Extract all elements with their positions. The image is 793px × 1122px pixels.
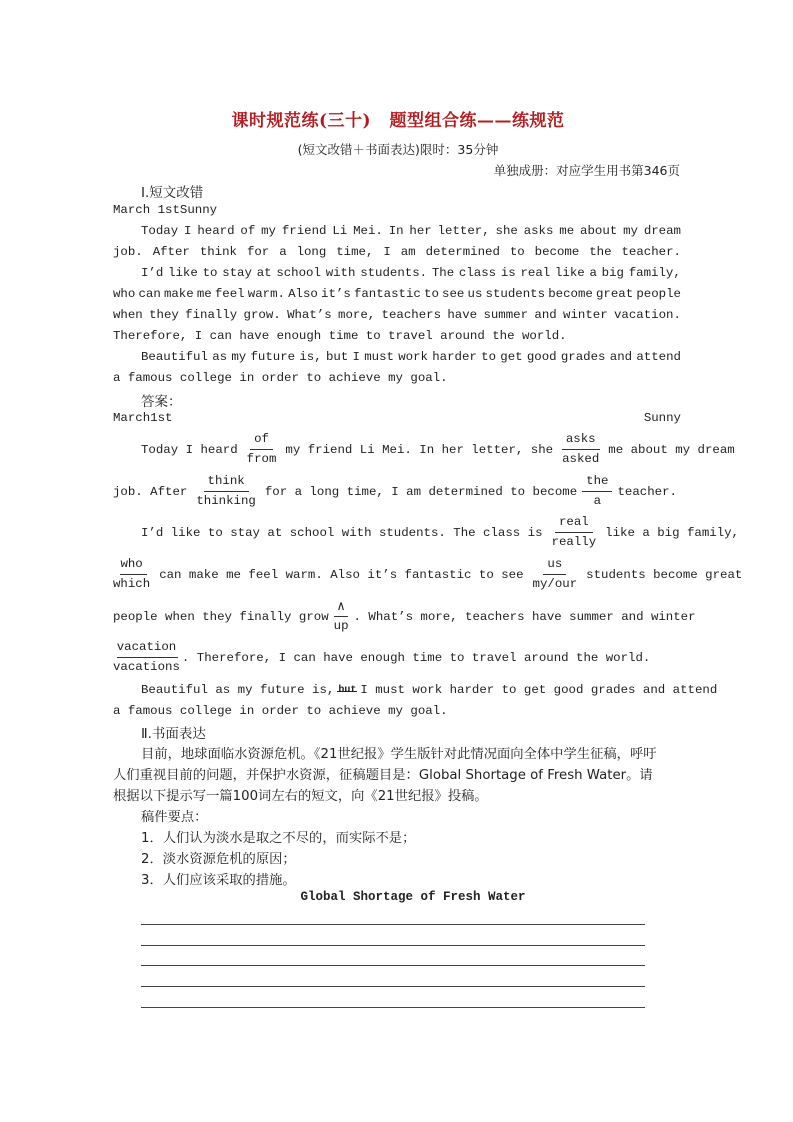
essay-title: Global Shortage of Fresh Water	[300, 890, 526, 904]
correct-word: thinking	[196, 494, 256, 508]
correct-word: asked	[562, 452, 600, 466]
insertion-up	[331, 597, 352, 636]
caret-icon: ∧	[334, 597, 348, 617]
passage-line-4: who can make me feel warm. Also it’s fantastic to see us students become great people	[113, 287, 681, 301]
answer-text: Beautiful as my future is,	[141, 683, 335, 697]
point-3: 3．人们应该采取的措施。	[141, 873, 296, 888]
writing-line[interactable]	[141, 965, 645, 966]
passage-line-5: when they finally grow. What’s more, teachers have summer and winter vacation.	[113, 308, 681, 322]
answer-text: . What’s more, teachers have summer and winter	[353, 609, 696, 624]
writing-line[interactable]	[141, 1007, 645, 1008]
passage-line-1: Today I heard of my friend Li Mei. In her letter, she asks me about my dream	[141, 224, 681, 238]
correction-us-my-our	[529, 555, 582, 594]
answer-text: me about my dream	[608, 442, 735, 457]
answer-text: . Therefore, I can have enough time to travel around the world.	[181, 650, 651, 665]
wrong-word: think	[204, 472, 249, 492]
answer-text: can make me feel warm. Also it’s fantastic to see	[159, 567, 524, 582]
writing-line[interactable]	[141, 924, 645, 925]
passage-line-8: a famous college in order to achieve my goal.	[113, 371, 448, 385]
answer-text: for a long time, I am determined to become	[264, 484, 578, 499]
answer-row-3	[141, 513, 739, 552]
answer-row-8: a famous college in order to achieve my goal.	[113, 704, 448, 718]
correction-vacation-vacations	[113, 638, 182, 677]
passage-line-6: Therefore, I can have enough time to travel around the world.	[113, 329, 567, 343]
answer-text: people when they finally grow	[113, 609, 329, 624]
answer-text: students become great	[586, 567, 743, 582]
wrong-word: us	[543, 555, 566, 575]
answer-row-7	[141, 683, 718, 697]
answer-text: like a big family,	[605, 525, 739, 540]
answer-date-row	[113, 411, 681, 425]
passage-line-3: I’d like to stay at school with students. The class is real like a big family,	[141, 266, 681, 280]
passage-line-7: Beautiful as my future is, but I must work harder to get good grades and attend	[141, 350, 681, 364]
correction-of-from	[243, 430, 281, 469]
answer-text: job. After	[113, 484, 188, 499]
intro-line-3: 根据以下提示写一篇100词左右的短文，向《21世纪报》投稿。	[113, 789, 488, 804]
subtitle: (短文改错＋书面表达)限时：35分钟	[297, 142, 499, 157]
wrong-word: the	[582, 472, 612, 492]
correct-word: from	[246, 452, 277, 466]
point-1: 1．人们认为淡水是取之不尽的，而实际不是；	[141, 831, 416, 846]
points-label: 稿件要点：	[141, 810, 208, 825]
correction-who-which	[113, 555, 154, 594]
correction-real-really	[548, 513, 601, 552]
title-part-1: 课时规范练(三十)	[231, 111, 372, 131]
title-part-2: 题型组合练——练规范	[389, 111, 565, 131]
answer-text: I must work harder to get good grades and attend	[360, 683, 718, 697]
source-note: 单独成册：对应学生用书第346页	[493, 163, 680, 178]
answer-text-wrap	[354, 610, 696, 624]
section1-heading: Ⅰ.短文改错	[141, 185, 204, 201]
section2-heading: Ⅱ.书面表达	[141, 726, 206, 742]
answer-row-2	[113, 472, 677, 511]
wrong-word: real	[555, 513, 593, 533]
writing-line[interactable]	[141, 945, 645, 946]
correction-think-thinking	[192, 472, 260, 511]
correct-word: really	[551, 535, 597, 549]
correction-asks-asked	[558, 430, 603, 469]
correction-the-a	[582, 472, 612, 511]
correct-word: my/our	[532, 577, 578, 591]
wrong-word: who	[120, 555, 146, 575]
wrong-word: vacation	[117, 638, 179, 658]
answer-text: teacher.	[617, 484, 677, 499]
correct-word: which	[113, 577, 151, 591]
date-line: March 1stSunny	[113, 203, 218, 217]
answer-text: I’d like to stay at school with students. The class is	[141, 525, 543, 540]
deleted-word: but	[338, 684, 357, 696]
wrong-word: of	[250, 430, 273, 450]
answer-row-5	[113, 597, 696, 636]
correct-word: a	[593, 494, 602, 508]
answer-label: 答案：	[141, 394, 182, 410]
point-2: 2．淡水资源危机的原因；	[141, 852, 296, 867]
correct-word: vacations	[113, 660, 180, 674]
answer-date: March1st	[113, 411, 173, 425]
intro-line-2: 人们重视目前的问题，并保护水资源，征稿题目是：Global Shortage of Fresh Water。请	[113, 768, 653, 783]
writing-line[interactable]	[141, 986, 645, 987]
answer-text: Today I heard	[141, 442, 238, 457]
correct-word: up	[333, 619, 349, 633]
answer-row-6	[113, 638, 650, 677]
answer-row-4	[113, 555, 743, 594]
intro-line-1: 目前，地球面临水资源危机。《21世纪报》学生版针对此情况面向全体中学生征稿，呼吁	[141, 747, 657, 762]
answer-weather: Sunny	[643, 411, 681, 425]
wrong-word: asks	[562, 430, 600, 450]
answer-row-1	[141, 430, 735, 469]
passage-line-2: job. After think for a long time, I am determined to become the teacher.	[113, 245, 681, 259]
answer-text: my friend Li Mei. In her letter, she	[285, 442, 554, 457]
page-title	[113, 106, 683, 131]
